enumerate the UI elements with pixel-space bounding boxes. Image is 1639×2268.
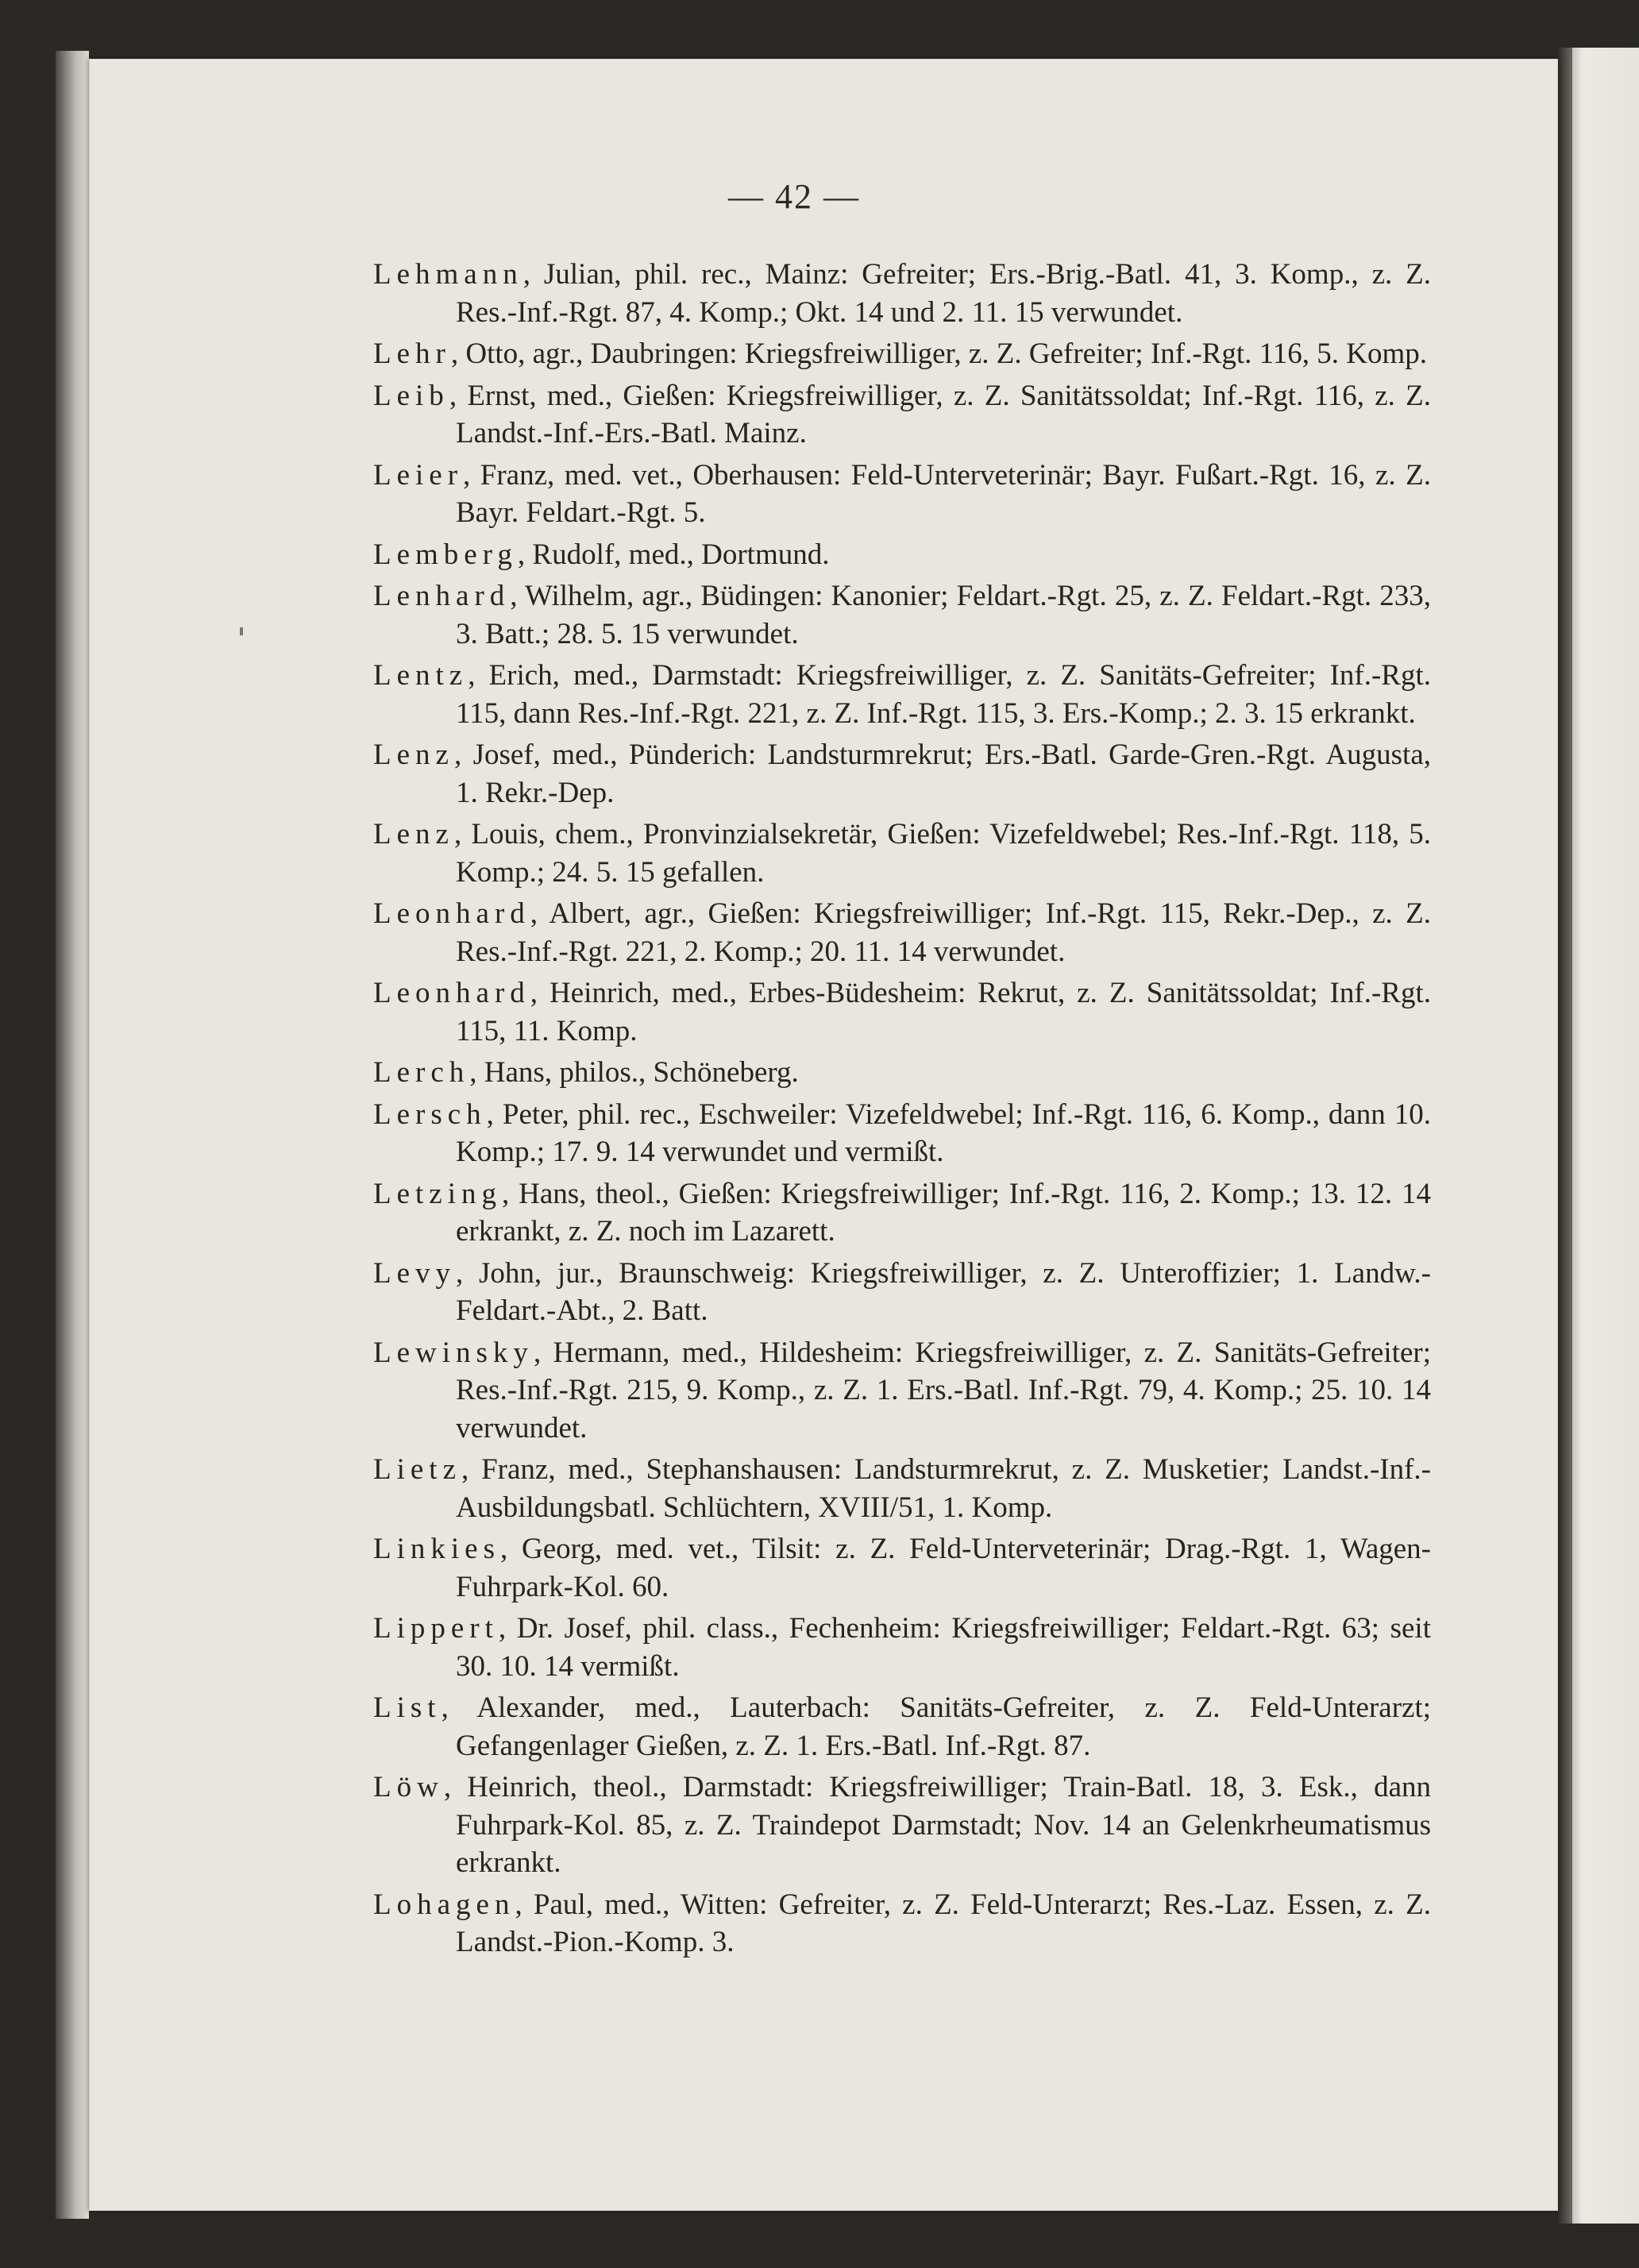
roster-entry xyxy=(373,1886,1431,1961)
roster-entry xyxy=(373,1255,1431,1330)
roster-entry xyxy=(373,1689,1431,1765)
entry-surname: Lersch xyxy=(373,1097,487,1131)
entry-surname: Lehr xyxy=(373,338,451,370)
entry-details: , Hans, philos., Schöneberg. xyxy=(469,1056,799,1089)
entry-details: , Hans, theol., Gießen: Kriegsfreiwilliger; Inf.-Rgt. 116, 2. Komp.; 13. 12. 14 erkrankt, z. Z. noch im Lazarett. xyxy=(456,1177,1431,1248)
entry-surname: Lohagen xyxy=(373,1888,515,1921)
entry-surname: Leib xyxy=(373,379,449,412)
entry-surname: Linkies xyxy=(373,1533,500,1565)
roster-entry xyxy=(373,1451,1431,1526)
entry-surname: Leier xyxy=(373,458,464,492)
entry-details: , Erich, med., Darmstadt: Kriegsfreiwilliger, z. Z. Sanitäts-Gefreiter; Inf.-Rgt. 115, dann Res.-Inf.-Rgt. 221, z. Z. Inf.-Rgt. 115, 3. Ers.-Komp.; 2. 3. 15 erkrankt. xyxy=(456,659,1431,730)
entry-surname: Lenz xyxy=(373,739,454,771)
entry-details: , Heinrich, theol., Darmstadt: Kriegsfreiwilliger; Train-Batl. 18, 3. Esk., dann Fuhrpark-Kol. 85, z. Z. Traindepot Darmstadt; Nov. 14 an Gelenkrheumatismus erkrankt. xyxy=(443,1771,1431,1879)
entry-surname: Leonhard xyxy=(373,977,530,1009)
roster-entry xyxy=(373,816,1431,891)
roster-entry xyxy=(373,1610,1431,1685)
roster-entry xyxy=(373,256,1431,331)
entry-details: , Franz, med. vet., Oberhausen: Feld-Unterveterinär; Bayr. Fußart.-Rgt. 16, z. Z. Bayr. Feldart.-Rgt. 5. xyxy=(456,458,1431,529)
roster-entry xyxy=(373,457,1431,532)
entry-details: , Josef, med., Pünderich: Landsturmrekrut; Ers.-Batl. Garde-Gren.-Rgt. Augusta, 1. Rekr.-Dep. xyxy=(453,739,1431,809)
entry-details: , Louis, chem., Pronvinzialsekretär, Gießen: Vizefeldwebel; Res.-Inf.-Rgt. 118, 5. Komp.; 24. 5. 15 gefallen. xyxy=(453,818,1431,889)
entry-details: , Albert, agr., Gießen: Kriegsfreiwilliger; Inf.-Rgt. 115, Rekr.-Dep., z. Z. Res.-Inf.-Rgt. 221, 2. Komp.; 20. 11. 14 verwundet. xyxy=(456,897,1431,968)
roster-entry xyxy=(373,536,1431,574)
roster-entry xyxy=(373,1054,1431,1092)
roster-entry xyxy=(373,1334,1431,1448)
entry-surname: Lerch xyxy=(373,1056,470,1089)
roster-entry xyxy=(373,577,1431,653)
roster-entry xyxy=(373,335,1431,373)
entry-details: , Rudolf, med., Dortmund. xyxy=(517,538,830,571)
entry-details: , John, jur., Braunschweig: Kriegsfreiwilliger, z. Z. Unteroffizier; 1. Landw.-Feldart.-Abt., 2. Batt. xyxy=(456,1256,1431,1327)
entry-details: , Otto, agr., Daubringen: Kriegsfreiwilliger, z. Z. Gefreiter; Inf.-Rgt. 116, 5. Komp. xyxy=(450,338,1427,370)
entry-surname: Lenhard xyxy=(373,580,511,612)
entry-details: , Alexander, med., Lauterbach: Sanitäts-Gefreiter, z. Z. Feld-Unterarzt; Gefangenlager Gießen, z. Z. 1. Ers.-Batl. Inf.-Rgt. 87. xyxy=(441,1691,1431,1762)
roster-list xyxy=(373,256,1431,1965)
entry-surname: Lippert xyxy=(373,1612,499,1645)
entry-details: , Wilhelm, agr., Büdingen: Kanonier; Feldart.-Rgt. 25, z. Z. Feldart.-Rgt. 233, 3. Batt.; 28. 5. 15 verwundet. xyxy=(456,580,1431,650)
entry-details: , Paul, med., Witten: Gefreiter, z. Z. Feld-Unterarzt; Res.-Laz. Essen, z. Z. Landst.-Pion.-Komp. 3. xyxy=(456,1888,1431,1958)
entry-surname: Letzing xyxy=(373,1177,503,1210)
roster-entry xyxy=(373,974,1431,1050)
entry-details: , Peter, phil. rec., Eschweiler: Vizefeldwebel; Inf.-Rgt. 116, 6. Komp., dann 10. Komp.; 17. 9. 14 verwundet und vermißt. xyxy=(456,1097,1431,1168)
paper-speck xyxy=(240,627,243,635)
roster-entry xyxy=(373,377,1431,453)
page-gap-shadow xyxy=(1558,48,1572,2224)
entry-details: , Hermann, med., Hildesheim: Kriegsfreiwilliger, z. Z. Sanitäts-Gefreiter; Res.-Inf.-Rgt. 215, 9. Komp., z. Z. 1. Ers.-Batl. Inf.-Rgt. 79, 4. Komp.; 25. 10. 14 verwundet. xyxy=(456,1336,1431,1444)
entry-surname: List xyxy=(373,1691,442,1724)
entry-surname: Lemberg xyxy=(373,538,518,571)
roster-entry xyxy=(373,1530,1431,1606)
roster-entry xyxy=(373,1175,1431,1251)
entry-surname: Leonhard xyxy=(373,897,530,930)
roster-entry xyxy=(373,895,1431,970)
entry-details: , Georg, med. vet., Tilsit: z. Z. Feld-Unterveterinär; Drag.-Rgt. 1, Wagen-Fuhrpark-Kol. 60. xyxy=(456,1533,1431,1603)
entry-details: , Franz, med., Stephanshausen: Landsturmrekrut, z. Z. Musketier; Landst.-Inf.-Ausbildungsbatl. Schlüchtern, XVIII/51, 1. Komp. xyxy=(456,1453,1431,1524)
roster-entry xyxy=(373,736,1431,812)
roster-entry xyxy=(373,1096,1431,1171)
entry-details: , Dr. Josef, phil. class., Fechenheim: Kriegsfreiwilliger; Feldart.-Rgt. 63; seit 30. 10. 14 vermißt. xyxy=(456,1612,1431,1683)
entry-surname: Lenz xyxy=(373,818,454,850)
entry-surname: Lentz xyxy=(373,659,469,692)
book-gutter-shadow xyxy=(56,51,89,2219)
entry-surname: Lietz xyxy=(373,1453,462,1486)
entry-details: , Julian, phil. rec., Mainz: Gefreiter; Ers.-Brig.-Batl. 41, 3. Komp., z. Z. Res.-Inf.-Rgt. 87, 4. Komp.; Okt. 14 und 2. 11. 15 verwundet. xyxy=(456,258,1431,329)
entry-details: , Heinrich, med., Erbes-Büdesheim: Rekrut, z. Z. Sanitätssoldat; Inf.-Rgt. 115, 11. Komp. xyxy=(456,977,1431,1047)
entry-surname: Lehmann xyxy=(373,258,523,291)
page-number: — 42 — xyxy=(728,177,860,216)
roster-entry xyxy=(373,1768,1431,1882)
entry-surname: Lewinsky xyxy=(373,1336,534,1369)
entry-surname: Levy xyxy=(373,1256,457,1290)
entry-details: , Ernst, med., Gießen: Kriegsfreiwilliger, z. Z. Sanitätssoldat; Inf.-Rgt. 116, z. Z. Landst.-Inf.-Ers.-Batl. Mainz. xyxy=(449,379,1431,449)
roster-entry xyxy=(373,657,1431,732)
entry-surname: Löw xyxy=(373,1771,444,1803)
